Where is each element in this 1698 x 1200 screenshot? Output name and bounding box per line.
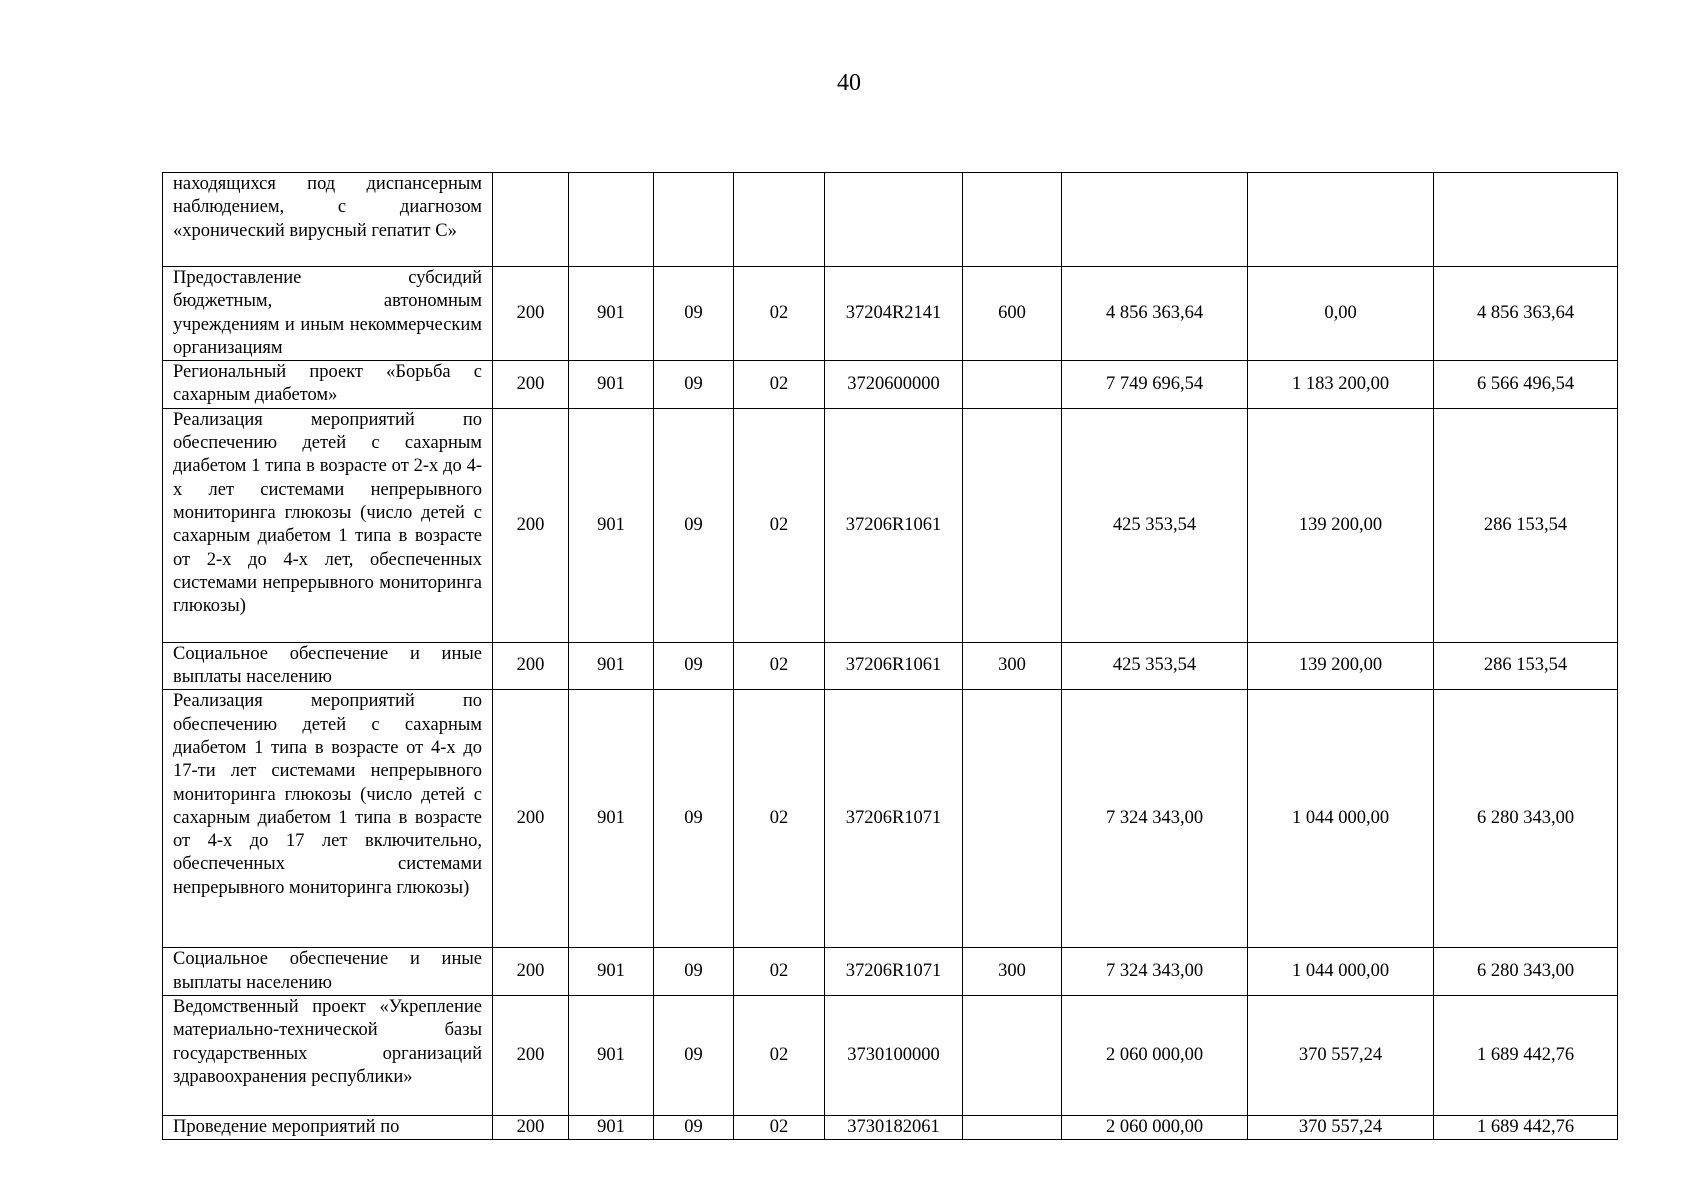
admin-code-cell: 200 (493, 408, 569, 642)
table-row (163, 642, 1618, 690)
table-body (163, 173, 1618, 1140)
table-row (163, 1115, 1618, 1139)
table-row (163, 690, 1618, 948)
row-description: Социальное обеспечение и иные выплаты населению (163, 948, 493, 996)
target-article-cell (825, 173, 963, 267)
expense-type-cell (963, 1115, 1062, 1139)
expense-type-cell: 600 (963, 267, 1062, 361)
amount-total-cell: 7 324 343,00 (1062, 690, 1248, 948)
amount-regional-cell: 286 153,54 (1434, 642, 1618, 690)
amount-federal-cell: 139 200,00 (1248, 642, 1434, 690)
expense-type-cell (963, 173, 1062, 267)
amount-regional-cell: 4 856 363,64 (1434, 267, 1618, 361)
section-code-cell: 09 (654, 361, 734, 409)
amount-regional-cell: 6 280 343,00 (1434, 690, 1618, 948)
department-code-cell: 901 (569, 267, 654, 361)
table-row (163, 173, 1618, 267)
expense-type-cell (963, 408, 1062, 642)
amount-federal-cell: 370 557,24 (1248, 995, 1434, 1115)
table-row (163, 995, 1618, 1115)
amount-total-cell: 2 060 000,00 (1062, 1115, 1248, 1139)
budget-table (162, 172, 1618, 1140)
expense-type-cell (963, 690, 1062, 948)
section-code-cell: 09 (654, 642, 734, 690)
subsection-code-cell (734, 173, 825, 267)
admin-code-cell: 200 (493, 361, 569, 409)
section-code-cell: 09 (654, 948, 734, 996)
amount-regional-cell (1434, 173, 1618, 267)
expense-type-cell: 300 (963, 948, 1062, 996)
subsection-code-cell: 02 (734, 690, 825, 948)
amount-total-cell: 7 324 343,00 (1062, 948, 1248, 996)
row-description: Региональный проект «Борьба с сахарным диабетом» (163, 361, 493, 409)
department-code-cell: 901 (569, 1115, 654, 1139)
target-article-cell: 37204R2141 (825, 267, 963, 361)
section-code-cell: 09 (654, 267, 734, 361)
amount-federal-cell: 1 044 000,00 (1248, 948, 1434, 996)
section-code-cell: 09 (654, 995, 734, 1115)
amount-total-cell: 7 749 696,54 (1062, 361, 1248, 409)
expense-type-cell (963, 995, 1062, 1115)
amount-total-cell: 4 856 363,64 (1062, 267, 1248, 361)
row-description: Реализация мероприятий по обеспечению детей с сахарным диабетом 1 типа в возрасте от 2-х до 4-х лет системами непрерывного мониторинга глюкозы (число детей с сахарным диабетом 1 типа в возрасте от 2-х до 4-х лет, обеспеченных системами непрерывного мониторинга глюкозы) (163, 408, 493, 642)
amount-regional-cell: 6 566 496,54 (1434, 361, 1618, 409)
subsection-code-cell: 02 (734, 267, 825, 361)
row-description: Проведение мероприятий по (163, 1115, 493, 1139)
admin-code-cell: 200 (493, 1115, 569, 1139)
table-row (163, 408, 1618, 642)
amount-federal-cell: 1 183 200,00 (1248, 361, 1434, 409)
subsection-code-cell: 02 (734, 995, 825, 1115)
row-description: Предоставление субсидий бюджетным, автономным учреждениям и иным некоммерческим организациям (163, 267, 493, 361)
amount-regional-cell: 286 153,54 (1434, 408, 1618, 642)
subsection-code-cell: 02 (734, 642, 825, 690)
section-code-cell (654, 173, 734, 267)
admin-code-cell: 200 (493, 642, 569, 690)
target-article-cell: 37206R1061 (825, 408, 963, 642)
target-article-cell: 37206R1061 (825, 642, 963, 690)
admin-code-cell: 200 (493, 948, 569, 996)
row-description: находящихся под диспансерным наблюдением, с диагнозом «хронический вирусный гепатит С» (163, 173, 493, 267)
amount-total-cell: 425 353,54 (1062, 408, 1248, 642)
admin-code-cell (493, 173, 569, 267)
expense-type-cell (963, 361, 1062, 409)
amount-total-cell: 425 353,54 (1062, 642, 1248, 690)
subsection-code-cell: 02 (734, 408, 825, 642)
section-code-cell: 09 (654, 1115, 734, 1139)
department-code-cell: 901 (569, 948, 654, 996)
target-article-cell: 3730100000 (825, 995, 963, 1115)
section-code-cell: 09 (654, 690, 734, 948)
expense-type-cell: 300 (963, 642, 1062, 690)
department-code-cell (569, 173, 654, 267)
department-code-cell: 901 (569, 642, 654, 690)
amount-total-cell: 2 060 000,00 (1062, 995, 1248, 1115)
page-number: 40 (837, 70, 861, 96)
department-code-cell: 901 (569, 690, 654, 948)
department-code-cell: 901 (569, 408, 654, 642)
target-article-cell: 37206R1071 (825, 948, 963, 996)
admin-code-cell: 200 (493, 690, 569, 948)
table-row (163, 361, 1618, 409)
amount-regional-cell: 1 689 442,76 (1434, 1115, 1618, 1139)
amount-federal-cell (1248, 173, 1434, 267)
amount-total-cell (1062, 173, 1248, 267)
subsection-code-cell: 02 (734, 361, 825, 409)
subsection-code-cell: 02 (734, 948, 825, 996)
subsection-code-cell: 02 (734, 1115, 825, 1139)
amount-regional-cell: 6 280 343,00 (1434, 948, 1618, 996)
table-row (163, 948, 1618, 996)
row-description: Ведомственный проект «Укрепление материально-технической базы государственных организаций здравоохранения республики» (163, 995, 493, 1115)
department-code-cell: 901 (569, 361, 654, 409)
target-article-cell: 3720600000 (825, 361, 963, 409)
table-row (163, 267, 1618, 361)
amount-federal-cell: 0,00 (1248, 267, 1434, 361)
admin-code-cell: 200 (493, 267, 569, 361)
amount-federal-cell: 1 044 000,00 (1248, 690, 1434, 948)
amount-federal-cell: 370 557,24 (1248, 1115, 1434, 1139)
section-code-cell: 09 (654, 408, 734, 642)
amount-regional-cell: 1 689 442,76 (1434, 995, 1618, 1115)
row-description: Социальное обеспечение и иные выплаты населению (163, 642, 493, 690)
department-code-cell: 901 (569, 995, 654, 1115)
target-article-cell: 37206R1071 (825, 690, 963, 948)
admin-code-cell: 200 (493, 995, 569, 1115)
amount-federal-cell: 139 200,00 (1248, 408, 1434, 642)
row-description: Реализация мероприятий по обеспечению детей с сахарным диабетом 1 типа в возрасте от 4-х до 17-ти лет системами непрерывного мониторинга глюкозы (число детей с сахарным диабетом 1 типа в возрасте от 4-х до 17 лет включительно, обеспеченных системами непрерывного мониторинга глюкозы) (163, 690, 493, 948)
target-article-cell: 3730182061 (825, 1115, 963, 1139)
